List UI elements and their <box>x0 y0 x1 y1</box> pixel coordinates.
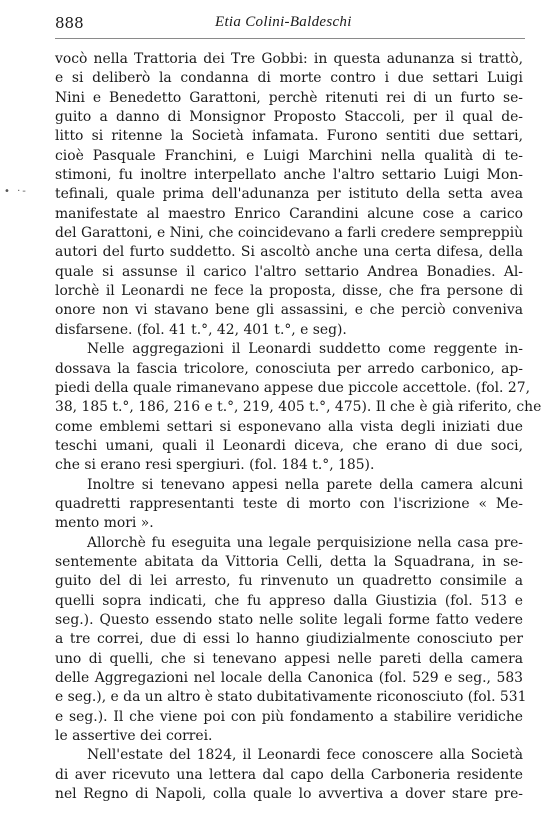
running-head: Etia Colini-Baldeschi <box>215 14 352 30</box>
text-line: e seg.). Il che viene poi con più fondamento a stabilire veridiche <box>55 708 523 725</box>
body-text <box>55 50 542 804</box>
text-line: disfarsene. (fol. 41 t.°, 42, 401 t.°, e seg). <box>55 321 347 338</box>
text-line: dossava la fascia tricolore, conosciuta per arredo carbonico, ap- <box>55 360 523 377</box>
text-line: stimoni, fu inoltre interpellato anche l'altro settario Luigi Mon- <box>55 167 523 184</box>
text-line: delle Aggregazioni nel locale della Canonica (fol. 529 e seg., 583 <box>55 670 523 686</box>
text-line: e si deliberò la condanna di morte contro i due settari Luigi <box>55 70 523 87</box>
text-line: tefinali, quale prima dell'adunanza per istituto della setta avea <box>55 186 523 203</box>
text-line: Inoltre si tenevano appesi nella parete della camera alcuni <box>87 476 523 493</box>
text-line: Nini e Benedetto Garattoni, perchè ritenuti rei di un furto se- <box>55 89 523 106</box>
text-line: mento mori ». <box>55 515 154 532</box>
margin-mark: • ·- <box>4 186 28 197</box>
text-line: guito a danno di Monsignor Proposto Staccoli, per il qual de- <box>55 109 523 126</box>
text-line: onore non vi stavano bene gli assassini, e che perciò conveniva <box>55 302 523 319</box>
text-line: quadretti rappresentanti teste di morto con l'iscrizione « Me- <box>55 495 523 512</box>
text-line: guito del di lei arresto, fu rinvenuto un quadretto consimile a <box>55 573 523 590</box>
text-line: 38, 185 t.°, 186, 216 e t.°, 219, 405 t.°, 475). Il che è già riferito, che <box>55 399 542 416</box>
text-line: cioè Pasquale Franchini, e Luigi Marchini nella qualità di te- <box>55 147 523 164</box>
text-line: Nell'estate del 1824, il Leonardi fece conoscere alla Società <box>87 747 523 764</box>
text-line: quale si assunse il carico l'altro settario Andrea Bonadies. Al- <box>55 263 523 280</box>
text-line: e seg.), e da un altro è stato dubitativamente riconosciuto (fol. 531 <box>55 689 527 706</box>
text-line: nel Regno di Napoli, colla quale lo avvertiva a dover stare pre- <box>55 786 523 803</box>
text-line: piedi della quale rimanevano appese due piccole accettole. (fol. 27, <box>55 379 530 396</box>
page-header <box>55 14 525 36</box>
text-line: autori del furto suddetto. Si ascoltò anche una certa difesa, della <box>55 244 523 261</box>
text-line: uno di quelli, che si tenevano appesi nelle pareti della camera <box>55 650 523 667</box>
text-line: vocò nella Trattoria dei Tre Gobbi: in questa adunanza si trattò, <box>55 51 523 67</box>
text-line: del Garattoni, e Nini, che coincidevano a farli credere sempreppiù <box>55 225 524 242</box>
page-number: 888 <box>55 14 84 32</box>
text-line: Allorchè fu eseguita una legale perquisizione nella casa pre- <box>87 534 523 551</box>
text-line: manifestate al maestro Enrico Carandini alcune cose a carico <box>55 205 523 222</box>
text-line: a tre correi, due di essi lo hanno giudizialmente conosciuto per <box>55 631 523 648</box>
text-line: le assertive dei correi. <box>55 728 213 745</box>
text-line: seg.). Questo essendo stato nelle solite legali forme fatto vedere <box>55 611 523 628</box>
text-line: litto si ritenne la Società infamata. Furono sentiti due settari, <box>55 128 523 145</box>
text-line: che si erano resi spergiuri. (fol. 184 t.°, 185). <box>55 457 375 474</box>
text-line: di aver ricevuto una lettera dal capo della Carboneria residente <box>55 766 523 783</box>
text-line: come emblemi settari si esponevano alla vista degli iniziati due <box>55 418 523 435</box>
text-line: Nelle aggregazioni il Leonardi suddetto come reggente in- <box>87 341 523 358</box>
text-line: sentemente abitata da Vittoria Celli, detta la Squadrana, in se- <box>55 553 523 570</box>
header-rule <box>55 38 525 39</box>
text-line: teschi umani, quali il Leonardi diceva, che erano di due soci, <box>55 437 523 454</box>
text-line: lorchè il Leonardi ne fece la proposta, disse, che fra persone di <box>55 283 523 300</box>
text-line: quelli sopra indicati, che fu appreso dalla Giustizia (fol. 513 e <box>55 592 523 609</box>
